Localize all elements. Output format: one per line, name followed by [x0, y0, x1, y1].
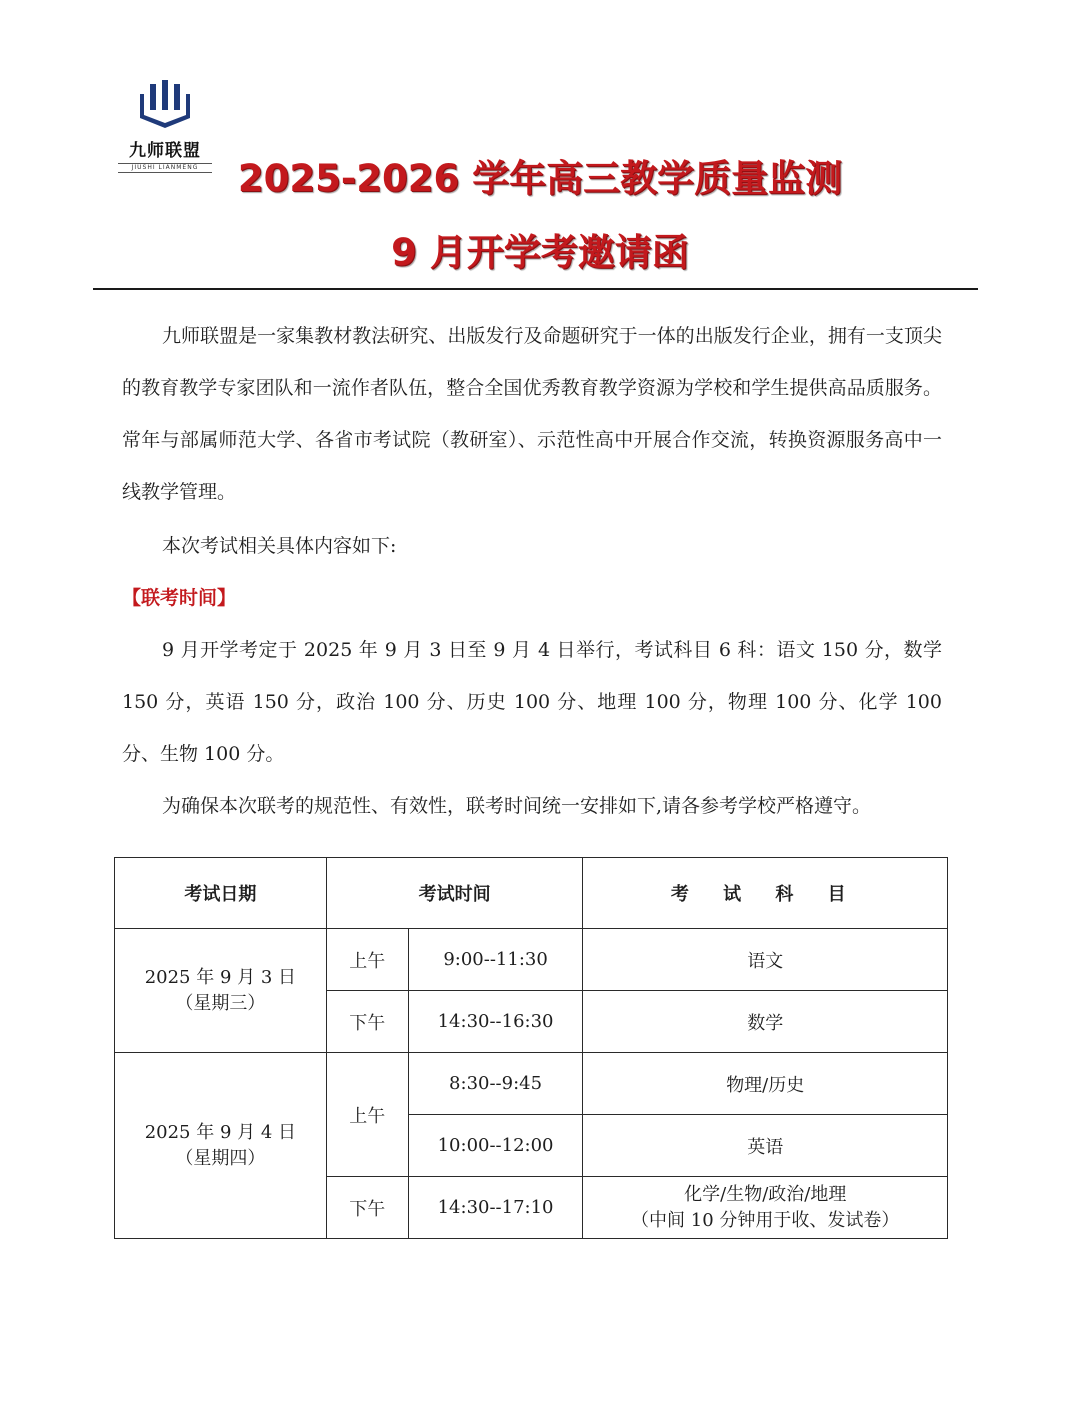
rule-note: 为确保本次联考的规范性、有效性，联考时间统一安排如下,请各参考学校严格遵守。	[162, 795, 872, 817]
day1-pm-subject: 数学	[583, 991, 948, 1053]
day2-weekday: （星期四）	[175, 1147, 266, 1169]
header-subject-label: 考 试 科 目	[670, 884, 860, 905]
table-row	[115, 929, 948, 991]
header-subject	[583, 858, 948, 929]
day2-pm-label: 下午	[326, 1177, 408, 1239]
title-line-2: 9 月开学考邀请函	[391, 231, 689, 274]
day2-am-label: 上午	[326, 1053, 408, 1177]
table-row	[115, 1053, 948, 1115]
day2-am1-time: 8:30--9:45	[408, 1053, 583, 1115]
logo-subtitle: JIUSHI LIANMENG	[118, 163, 212, 173]
day2-pm-time: 14:30--17:10	[408, 1177, 583, 1239]
day1-am-subject: 语文	[583, 929, 948, 991]
day2-date: 2025 年 9 月 4 日	[144, 1121, 297, 1143]
day2-date-cell	[115, 1053, 327, 1239]
day2-am2-subject: 英语	[583, 1115, 948, 1177]
day1-weekday: （星期三）	[175, 992, 266, 1014]
title-divider	[93, 288, 978, 290]
logo-name: 九师联盟	[129, 141, 201, 161]
day1-pm-label: 下午	[326, 991, 408, 1053]
section-title: 【联考时间】	[122, 587, 237, 609]
day2-am1-subject: 物理/历史	[583, 1053, 948, 1115]
day2-am2-time: 10:00--12:00	[408, 1115, 583, 1177]
header-time: 考试时间	[326, 858, 583, 929]
table-header-row	[115, 858, 948, 929]
logo-book-icon	[136, 80, 194, 132]
day2-pm-note: （中间 10 分钟用于收、发试卷）	[631, 1209, 900, 1231]
day1-am-label: 上午	[326, 929, 408, 991]
day1-date: 2025 年 9 月 3 日	[144, 966, 297, 988]
day2-pm-subject: 化学/生物/政治/地理	[684, 1183, 847, 1205]
day1-pm-time: 14:30--16:30	[408, 991, 583, 1053]
day2-pm-subject-cell	[583, 1177, 948, 1239]
title-line-1: 2025-2026 学年高三教学质量监测	[237, 157, 843, 200]
lead-paragraph: 本次考试相关具体内容如下:	[162, 535, 397, 557]
day1-am-time: 9:00--11:30	[408, 929, 583, 991]
exam-description: 9 月开学考定于 2025 年 9 月 3 日至 9 月 4 日举行，考试科目 6 科：语文 150 分，数学 150 分，英语 150 分，政治 100 分、历史 100 分、地理 100 分，物理 100 分、化学 100 分、生物 100 分。	[122, 639, 942, 765]
intro-paragraph: 九师联盟是一家集教材教法研究、出版发行及命题研究于一体的出版发行企业，拥有一支顶尖的教育教学专家团队和一流作者队伍，整合全国优秀教育教学资源为学校和学生提供高品质服务。常年与部属师范大学、各省市考试院（教研室）、示范性高中开展合作交流，转换资源服务高中一线教学管理。	[122, 325, 942, 503]
schedule-table	[114, 857, 948, 1239]
header-date: 考试日期	[115, 858, 327, 929]
day1-date-cell	[115, 929, 327, 1053]
